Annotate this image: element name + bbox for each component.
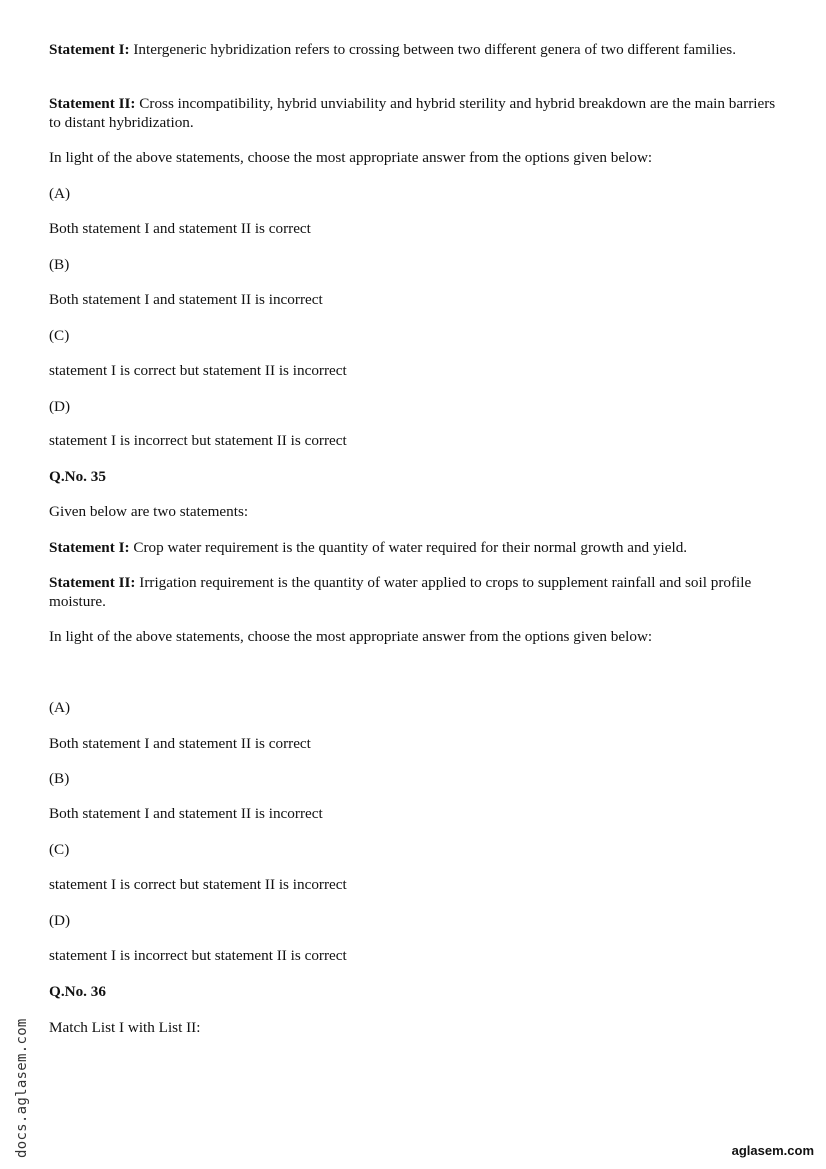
q36-intro: Match List I with List II: <box>49 1019 201 1036</box>
q35-option-b-text: Both statement I and statement II is incorrect <box>49 805 323 822</box>
q34-statement-2-label: Statement II: <box>49 95 136 112</box>
q34-statement-2 <box>49 94 779 132</box>
q35-statement-1-label: Statement I: <box>49 539 130 556</box>
side-watermark-text: docs.aglasem.com <box>14 1018 30 1158</box>
q35-number: Q.No. 35 <box>49 468 106 485</box>
q35-option-d-text: statement I is incorrect but statement II is correct <box>49 947 347 964</box>
q35-statement-1-text: Crop water requirement is the quantity of water required for their normal growth and yield. <box>129 539 688 556</box>
q34-option-b-text: Both statement I and statement II is incorrect <box>49 291 323 308</box>
q35-statement-1 <box>49 538 779 557</box>
q34-option-d-text: statement I is incorrect but statement II is correct <box>49 432 347 449</box>
q35-option-a-text: Both statement I and statement II is correct <box>49 735 311 752</box>
footer-site-link[interactable]: aglasem.com <box>731 1143 814 1158</box>
q34-statement-1 <box>49 40 779 59</box>
q34-option-c-label: (C) <box>49 327 70 344</box>
q34-option-c-text: statement I is correct but statement II is incorrect <box>49 362 347 379</box>
q35-statement-2-label: Statement II: <box>49 574 136 591</box>
q36-number: Q.No. 36 <box>49 983 106 1000</box>
q35-option-b-label: (B) <box>49 770 70 787</box>
q34-statement-1-text: Intergeneric hybridization refers to crossing between two different genera of two different families. <box>129 41 736 58</box>
q35-instruction: In light of the above statements, choose the most appropriate answer from the options given below: <box>49 628 653 645</box>
q35-intro: Given below are two statements: <box>49 503 249 520</box>
q35-option-c-text: statement I is correct but statement II is incorrect <box>49 876 347 893</box>
q34-instruction: In light of the above statements, choose the most appropriate answer from the options given below: <box>49 149 653 166</box>
q35-statement-2-text: Irrigation requirement is the quantity of water applied to crops to supplement rainfall and soil profile moisture. <box>49 574 752 610</box>
q34-statement-1-label: Statement I: <box>49 41 130 58</box>
q34-option-a-text: Both statement I and statement II is correct <box>49 220 311 237</box>
q34-option-a-label: (A) <box>49 185 71 202</box>
q35-option-a-label: (A) <box>49 699 71 716</box>
q35-option-c-label: (C) <box>49 841 70 858</box>
q34-option-d-label: (D) <box>49 398 71 415</box>
q34-statement-2-text: Cross incompatibility, hybrid unviability and hybrid sterility and hybrid breakdown are the main barriers to distant hybridization. <box>49 95 776 131</box>
q35-option-d-label: (D) <box>49 912 71 929</box>
side-watermark <box>13 998 33 1158</box>
q35-statement-2 <box>49 573 779 611</box>
q34-option-b-label: (B) <box>49 256 70 273</box>
